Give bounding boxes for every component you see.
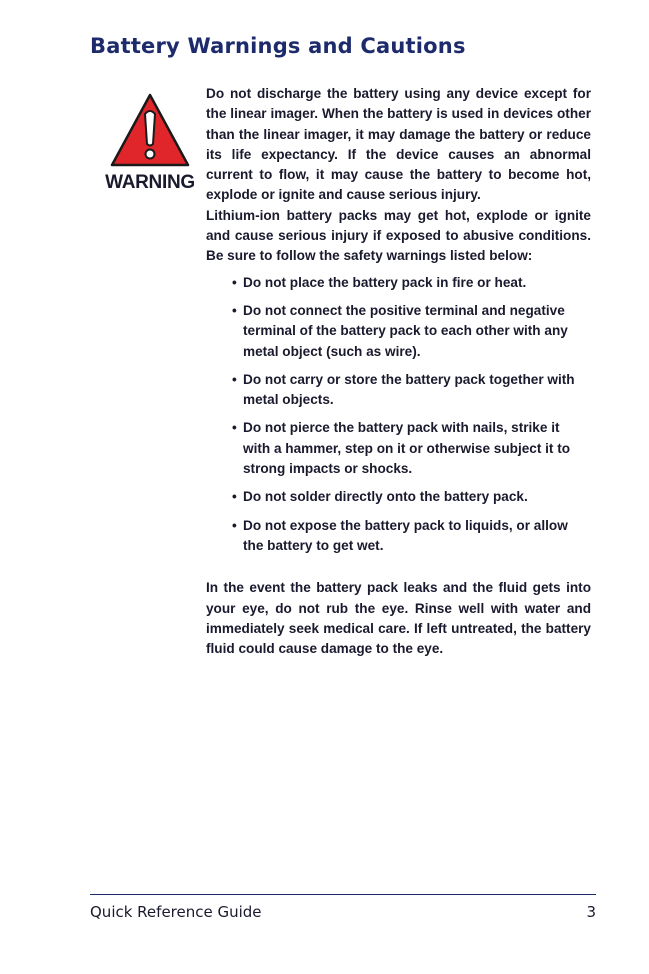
page-number: 3 xyxy=(586,903,596,921)
list-item: • Do not pierce the battery pack with nails, strike it with a hammer, step on it or otherwise subject it to strong impacts or shocks. xyxy=(232,418,587,479)
footer-divider xyxy=(90,894,596,895)
discharge-paragraph: Do not discharge the battery using any device except for the linear imager. When the battery is used in devices other than the linear imager, it may damage the battery or reduce its life expectancy. If the device causes an abnormal current to flow, it may cause the battery to become hot, explode or ignite and cause serious injury. xyxy=(206,86,591,203)
warning-graphic xyxy=(104,92,196,194)
warning-triangle-icon xyxy=(109,92,191,168)
warning-body xyxy=(206,84,591,659)
exclamation-bar xyxy=(145,111,155,146)
list-item: • Do not place the battery pack in fire or heat. xyxy=(232,273,587,293)
safety-warnings-list xyxy=(206,273,587,557)
list-item: • Do not solder directly onto the battery pack. xyxy=(232,487,587,507)
exclamation-dot xyxy=(146,150,155,159)
warning-label: WARNING xyxy=(105,172,195,193)
page-title: Battery Warnings and Cautions xyxy=(90,34,466,58)
list-item: • Do not connect the positive terminal and negative terminal of the battery pack to each other with any metal object (such as wire). xyxy=(232,301,587,362)
list-item: • Do not carry or store the battery pack together with metal objects. xyxy=(232,370,587,411)
lithium-ion-paragraph: Lithium-ion battery packs may get hot, explode or ignite and cause serious injury if exposed to abusive conditions. Be sure to follow the safety warnings listed below: xyxy=(206,207,591,264)
footer-label: Quick Reference Guide xyxy=(90,903,262,921)
list-item: • Do not expose the battery pack to liquids, or allow the battery to get wet. xyxy=(232,516,587,557)
leak-paragraph: In the event the battery pack leaks and the fluid gets into your eye, do not rub the eye. Rinse well with water and immediately seek medical care. If left untreated, the battery fluid could cause damage to the eye. xyxy=(206,580,591,657)
